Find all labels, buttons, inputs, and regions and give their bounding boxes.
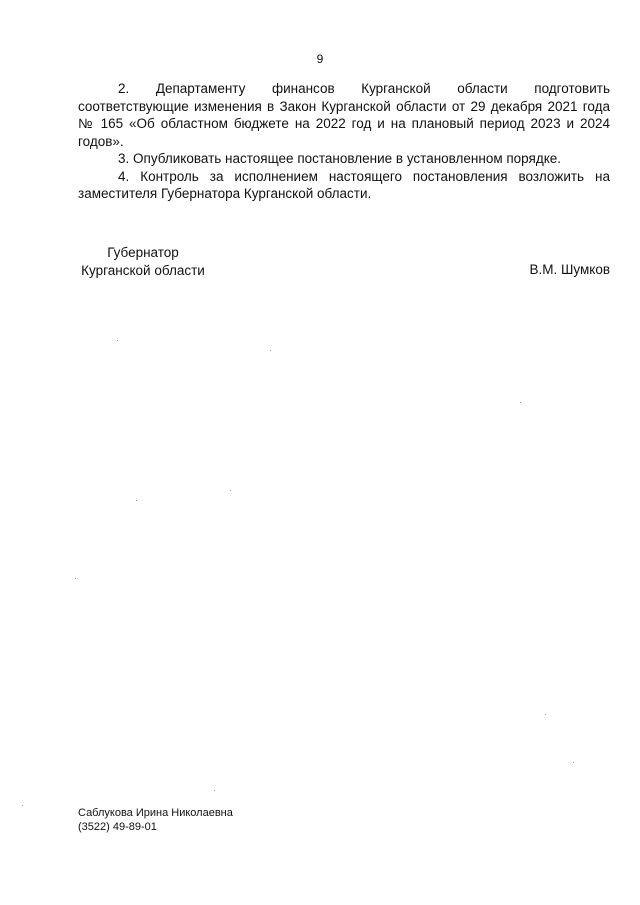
paragraph-4: 4. Контроль за исполнением настоящего постановления возложить на заместителя Губернатора Курганской области. <box>78 168 610 201</box>
scan-speck <box>117 340 118 341</box>
scan-speck <box>520 402 521 403</box>
page-number: 9 <box>316 52 324 66</box>
scan-speck <box>270 350 271 351</box>
scan-speck <box>573 762 574 763</box>
paragraph-3: 3. Опубликовать настоящее постановление в установленном порядке. <box>118 151 562 166</box>
signatory-position <box>78 244 208 279</box>
scan-speck <box>136 500 137 501</box>
signatory-name: В.М. Шумков <box>529 262 610 277</box>
scan-speck <box>214 790 215 791</box>
paragraph-2: 2. Департаменту финансов Курганской области подготовить соответствующие изменения в Закон Курганской области от 29 декабря 2021 года № 165 «Об областном бюджете на 2022 год и на плановый период 2023 и 2024 годов». <box>78 81 610 149</box>
executor-phone: (3522) 49-89-01 <box>78 821 157 833</box>
document-body <box>78 80 610 203</box>
executor-name: Саблукова Ирина Николаевна <box>78 807 233 819</box>
executor-block <box>78 806 233 834</box>
scan-speck <box>545 714 546 715</box>
scan-speck <box>22 805 23 806</box>
signature-block <box>78 244 610 284</box>
signatory-position-line1: Губернатор <box>107 245 179 260</box>
signatory-position-line2: Курганской области <box>81 262 205 278</box>
scan-speck <box>75 578 76 579</box>
scan-speck <box>230 490 231 491</box>
